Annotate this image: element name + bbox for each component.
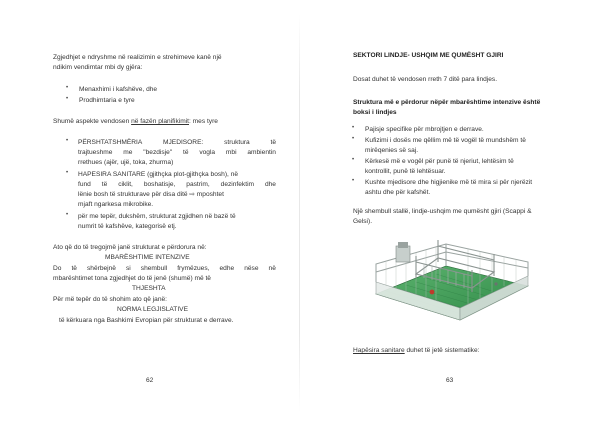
- env-suitability-line-1: PËRSHTATSHMËRIA MJEDISORE: struktura të: [78, 139, 276, 146]
- intensive-farming-heading: MBARËSHTIME INTENZIVE: [105, 254, 190, 261]
- subheading-line-1: Struktura më e përdorur nëpër mbarështime intenzive është: [353, 99, 541, 106]
- sanitary-line-3: lënie bosh të strukturave për disa ditë ⇨ mposhtet: [78, 191, 224, 198]
- bullet-dot: •: [66, 212, 69, 218]
- bullet-dot: •: [66, 170, 69, 176]
- bullet-dot: •: [66, 85, 69, 91]
- list-item: Prodhimtaria e tyre: [79, 97, 135, 104]
- env-suitability-line-2: trajtueshme me "bezdisje" të vogla mbi ambientin: [78, 149, 276, 156]
- intro-line-1: Zgjedhjet e ndryshme në realizimin e strehimeve kanë një: [53, 54, 222, 61]
- list-item-continued: kontrollit, punë të lehtësuar.: [365, 168, 446, 175]
- structures-intro: Ato që do të tregojmë janë strukturat e përdorura në:: [53, 244, 207, 251]
- legislative-heading: NORMA LEGJISLATIVE: [117, 306, 188, 313]
- subheading-line-2: boksi i lindjes: [353, 109, 397, 116]
- bullet-dot: •: [66, 96, 69, 102]
- bullet-dot: •: [66, 138, 69, 144]
- list-item: Menaxhimi i kafshëve, dhe: [79, 86, 158, 93]
- example-caption-line-2: Gelsi).: [353, 218, 373, 225]
- example-caption-line-1: Një shembull stallë, lindje-ushqim me qumësht gjiri (Scappi &: [353, 208, 532, 215]
- bullet-dot: •: [352, 178, 355, 184]
- page-number: 63: [446, 377, 454, 384]
- page-number: 62: [146, 377, 154, 384]
- bullet-dot: •: [352, 157, 355, 163]
- section-heading: SEKTORI LINDJE- USHQIM ME QUMËSHT GJIRI: [353, 52, 504, 59]
- list-item: Pajisje specifike për mbrojtjen e derrave.: [365, 126, 484, 133]
- farrowing-pen-illustration: [372, 216, 530, 328]
- sanitary-line-2: fund të ciklit, boshatisje, pastrim, dezinfektim dhe: [78, 181, 276, 188]
- list-item: Kërkesë më e vogël për punë të njeriut, lehtësim të: [365, 158, 514, 165]
- intro-line-2: ndikim vendimtar mbi dy gjëra:: [53, 64, 143, 71]
- simpler-heading: THJESHTA: [132, 285, 166, 292]
- intro-paragraph: Dosat duhet të vendosen rreth 7 ditë para lindjes.: [353, 76, 498, 83]
- right-page: [300, 0, 600, 425]
- animals-line-2: numrit të kafshëve, kategorisë etj.: [78, 223, 177, 230]
- example-line-1: Do të shërbejnë si shembull frymëzues, edhe nëse në: [53, 265, 276, 272]
- list-item-continued: mirëqenies së saj.: [365, 147, 419, 154]
- sanitary-space-link: Hapësira sanitare: [353, 347, 405, 354]
- feeder-bowl: [430, 290, 435, 295]
- planning-phase-link: në fazën planifikimit: [131, 118, 190, 125]
- sanitary-line-4: mjaft ngarkesa mikrobike.: [78, 201, 154, 208]
- example-line-2: mbarështimet tona zgjedhjet do të jenë (shumë) më të: [53, 275, 211, 282]
- aspects-line: Shumë aspekte vendosen në fazën planifikimit: mes tyre: [53, 118, 218, 125]
- bullet-dot: •: [352, 136, 355, 142]
- sanitary-space-line: Hapësira sanitare duhet të jetë sistematike:: [353, 347, 480, 354]
- env-suitability-line-3: rrethues (ajër, ujë, toka, zhurma): [78, 159, 174, 166]
- bullet-dot: •: [352, 125, 355, 131]
- animals-line-1: për me tepër, dukshëm, strukturat zgjidhen në bazë të: [78, 213, 236, 220]
- list-item: Kushte mjedisore dhe higjienike më të mira si për njerëzit: [365, 179, 533, 186]
- sanitary-line-1: HAPESIRA SANITARE (gjithçka plot-gjithçka bosh), në: [78, 171, 239, 178]
- furthermore-line: Për më tepër do të shohim ato që janë:: [53, 296, 167, 303]
- list-item: Kufizimi i dosës me qëllim më të vogël të mundshëm të: [365, 137, 526, 144]
- list-item-continued: ashtu dhe për kafshët.: [365, 189, 431, 196]
- eu-requirements-line: të kërkuara nga Bashkimi Evropian për strukturat e derrave.: [59, 317, 234, 324]
